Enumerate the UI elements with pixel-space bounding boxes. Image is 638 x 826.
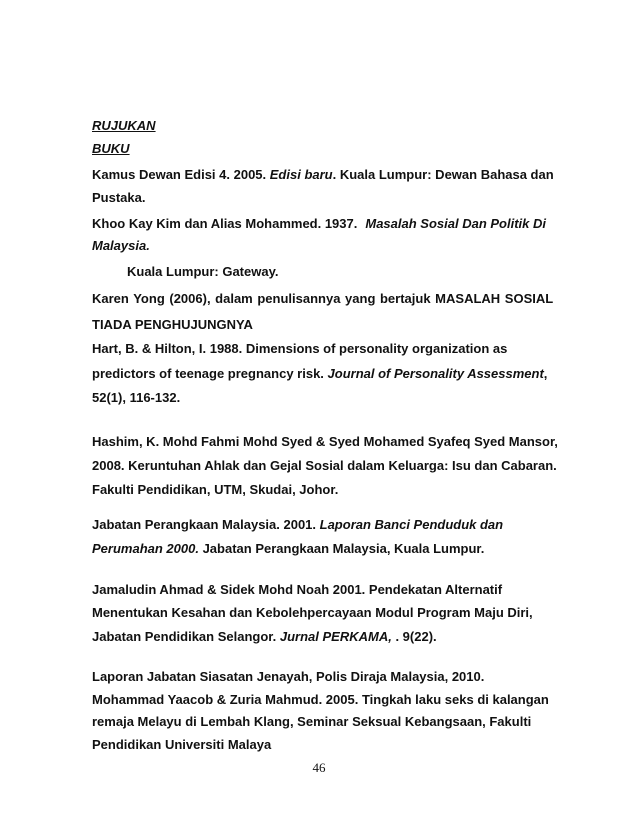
reference-line: Fakulti Pendidikan, UTM, Skudai, Johor. (92, 482, 339, 497)
section-heading-buku: BUKU (92, 141, 130, 156)
reference-text: , (543, 366, 548, 381)
reference-text: . Kuala Lumpur: Dewan Bahasa dan (332, 167, 554, 182)
reference-line: Jamaludin Ahmad & Sidek Mohd Noah 2001. Pendekatan Alternatif (92, 582, 503, 597)
reference-title: Malaysia. (92, 238, 150, 253)
reference-title: Masalah Sosial Dan Politik Di (365, 216, 546, 231)
reference-line: Hashim, K. Mohd Fahmi Mohd Syed & Syed Mohamed Syafeq Syed Mansor, (92, 434, 558, 449)
reference-text: Kamus Dewan Edisi 4. 2005. (92, 167, 267, 182)
reference-line (92, 541, 484, 557)
reference-line (92, 366, 547, 382)
page-number: 46 (312, 760, 326, 775)
reference-line (92, 216, 546, 232)
page-title: RUJUKAN (92, 118, 156, 133)
reference-line (92, 629, 437, 645)
reference-line: Kuala Lumpur: Gateway. (127, 264, 279, 279)
reference-title: Jurnal PERKAMA, (279, 629, 392, 644)
reference-line: Laporan Jabatan Siasatan Jenayah, Polis Diraja Malaysia, 2010. (92, 669, 485, 684)
reference-line: Pustaka. (92, 190, 146, 205)
reference-text: Jabatan Perangkaan Malaysia. 2001. (92, 517, 317, 532)
reference-text: predictors of teenage pregnancy risk. (92, 366, 324, 381)
reference-line: Hart, B. & Hilton, I. 1988. Dimensions of personality organization as (92, 341, 508, 356)
reference-title: Laporan Banci Penduduk dan (319, 517, 504, 532)
reference-line (92, 517, 503, 533)
reference-text: Khoo Kay Kim dan Alias Mohammed. 1937. (92, 216, 358, 231)
reference-line (92, 238, 150, 254)
reference-line: 52(1), 116-132. (92, 390, 181, 405)
reference-line: Karen Yong (2006), dalam penulisannya yang bertajuk MASALAH SOSIAL (92, 291, 554, 306)
reference-line: Menentukan Kesahan dan Kebolehpercayaan Modul Program Maju Diri, (92, 605, 533, 620)
reference-line: Pendidikan Universiti Malaya (92, 737, 272, 752)
reference-title: Edisi baru (269, 167, 333, 182)
reference-line: 2008. Keruntuhan Ahlak dan Gejal Sosial dalam Keluarga: Isu dan Cabaran. (92, 458, 557, 473)
reference-line: TIADA PENGHUJUNGNYA (92, 317, 253, 332)
reference-line: remaja Melayu di Lembah Klang, Seminar Seksual Kebangsaan, Fakulti (92, 714, 532, 729)
reference-title: Perumahan 2000. (92, 541, 199, 556)
reference-text: Jabatan Perangkaan Malaysia, Kuala Lumpur. (202, 541, 485, 556)
reference-text: . 9(22). (395, 629, 437, 644)
reference-line: Mohammad Yaacob & Zuria Mahmud. 2005. Tingkah laku seks di kalangan (92, 692, 549, 707)
reference-title: Journal of Personality Assessment (327, 366, 544, 381)
reference-text: Jabatan Pendidikan Selangor. (92, 629, 277, 644)
reference-line (92, 167, 554, 183)
